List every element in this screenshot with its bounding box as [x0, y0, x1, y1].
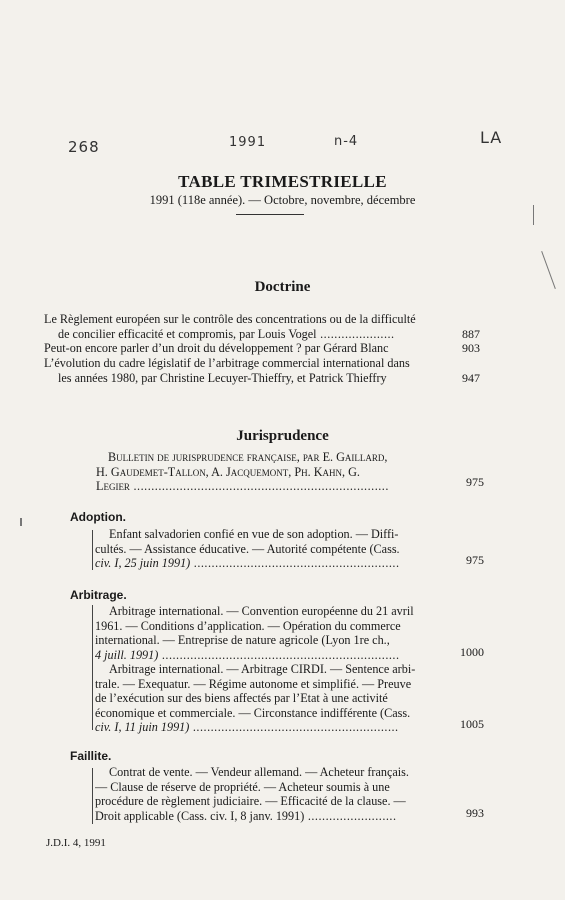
entry-line: H. Gaudemet-Tallon, A. Jacquemont, Ph. Kahn, G. — [96, 464, 360, 479]
entry-line: procédure de règlement judiciaire. — Efficacité de la clause. — — [95, 794, 406, 809]
entry-bar — [92, 530, 93, 570]
entry-line: Peut-on encore parler d’un droit du développement ? par Gérard Blanc — [44, 341, 389, 355]
entry-line: Enfant salvadorien confié en vue de son adoption. — Diffi- — [109, 527, 399, 541]
handwritten-initials: LA — [480, 128, 503, 147]
case-entry — [95, 765, 455, 823]
page-number: 1000 — [460, 645, 484, 659]
page-title: TABLE TRIMESTRIELLE — [178, 172, 387, 191]
page-subtitle: 1991 (118e année). — Octobre, novembre, décembre — [149, 193, 416, 207]
entry-line: civ. I, 11 juin 1991) .......................................................... — [95, 720, 399, 735]
entry-line: Bulletin de jurisprudence française, par E. Gaillard, — [108, 450, 388, 464]
page-number: 975 — [466, 475, 484, 489]
title-divider — [236, 214, 304, 215]
doctrine-entry — [44, 356, 454, 385]
entry-bar — [92, 768, 93, 824]
margin-mark — [533, 205, 534, 225]
case-entry — [95, 604, 455, 662]
entry-line: trale. — Exequatur. — Régime autonome et simplifié. — Preuve — [95, 676, 412, 691]
entry-line: les années 1980, par Christine Lecuyer-Thieffry, et Patrick Thieffry — [58, 370, 387, 385]
entry-line: Droit applicable (Cass. civ. I, 8 janv. 1991) ......................... — [95, 808, 397, 823]
entry-line: 1961. — Conditions d’application. — Opération du commerce — [95, 618, 401, 633]
doctrine-entry — [44, 341, 454, 356]
entry-line: international. — Entreprise de nature agricole (Lyon 1re ch., — [95, 633, 390, 648]
entry-line: civ. I, 25 juin 1991) .......................................................... — [95, 556, 400, 571]
category-faillite: Faillite. — [70, 749, 112, 763]
category-adoption: Adoption. — [70, 510, 126, 524]
handwritten-issue: n-4 — [334, 134, 359, 149]
entry-line: Arbitrage international. — Convention européenne du 21 avril — [109, 604, 414, 618]
entry-line: économique et commerciale. — Circonstance indifférente (Cass. — [95, 705, 411, 720]
page-number: 975 — [466, 553, 484, 567]
case-entry — [95, 527, 455, 571]
category-arbitrage: Arbitrage. — [70, 588, 127, 602]
entry-line: de l’exécution sur des biens affectés par l’Etat à une activité — [95, 691, 388, 706]
entry-bar — [92, 605, 93, 730]
entry-line: 4 juill. 1991) ................................................................... — [95, 647, 400, 662]
entry-line: Legier ........................................................................ — [96, 479, 389, 494]
entry-line: Arbitrage international. — Arbitrage CIRDI. — Sentence arbi- — [109, 662, 416, 676]
entry-line: cultés. — Assistance éducative. — Autorité compétente (Cass. — [95, 541, 400, 556]
page-number: 887 — [462, 327, 480, 341]
entry-line: Le Règlement européen sur le contrôle des concentrations ou de la difficulté — [44, 312, 416, 326]
handwritten-year: 1991 — [229, 135, 267, 150]
entry-line: de concilier efficacité et compromis, par Louis Vogel ..................... — [58, 326, 395, 341]
margin-mark — [20, 518, 22, 526]
page-number: 903 — [462, 341, 480, 355]
entry-line: Contrat de vente. — Vendeur allemand. — Acheteur français. — [109, 765, 409, 779]
section-heading-jurisprudence: Jurisprudence — [236, 428, 329, 444]
footer-citation: J.D.I. 4, 1991 — [46, 837, 106, 849]
case-entry — [95, 662, 455, 735]
entry-line: L’évolution du cadre législatif de l’arbitrage commercial international dans — [44, 356, 410, 370]
page-number: 1005 — [460, 717, 484, 731]
doctrine-entry — [44, 312, 454, 341]
page-number: 947 — [462, 371, 480, 385]
entry-line: — Clause de réserve de propriété. — Acheteur soumis à une — [95, 779, 390, 794]
page-number: 993 — [466, 806, 484, 820]
handwritten-number: 268 — [68, 138, 100, 156]
section-heading-doctrine: Doctrine — [254, 279, 311, 295]
bulletin-entry — [96, 450, 453, 494]
